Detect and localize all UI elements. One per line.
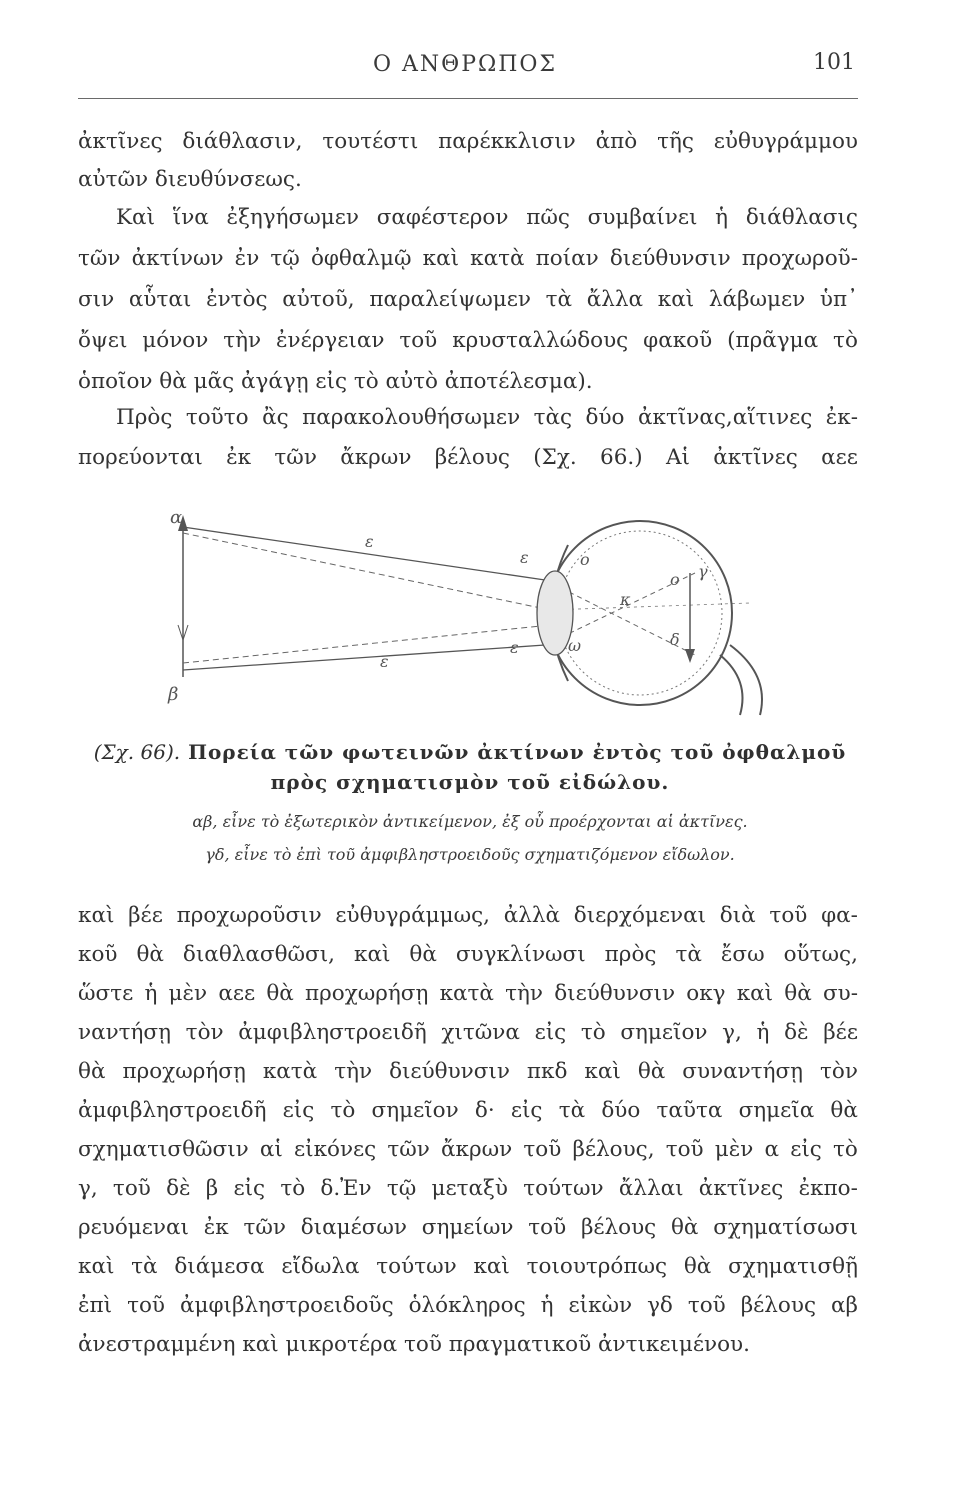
word: βέε	[823, 1020, 858, 1045]
word: ὄψει	[78, 328, 128, 353]
word: εἰς	[534, 1020, 567, 1045]
word: βέλους	[580, 1215, 657, 1240]
word: μὲν	[714, 1137, 754, 1162]
word: ὑπ᾽	[819, 287, 858, 312]
axis-ray	[550, 603, 750, 610]
text-line	[78, 941, 858, 969]
word: ἀπὸ	[595, 129, 638, 154]
word: ἡ	[540, 1293, 554, 1318]
eyeball-outline	[548, 521, 732, 705]
page-number: 101	[813, 50, 855, 75]
word: καὶ	[736, 981, 774, 1006]
figure-label: ε	[380, 652, 389, 671]
text-line	[78, 444, 858, 472]
word: 66.)	[600, 445, 643, 470]
word: ὀφθαλμῷ	[310, 246, 412, 271]
word: σχηματίσωσι	[713, 1215, 858, 1240]
figure-label: ο	[580, 550, 590, 569]
word: ἀμφιβληστροειδῆ	[78, 1098, 267, 1123]
word: ναντήσῃ	[78, 1020, 171, 1045]
word: τὸ	[833, 328, 858, 353]
figure-label: ε	[520, 548, 529, 567]
word: τῷ	[386, 1176, 417, 1201]
optic-nerve	[730, 645, 762, 715]
word: θὰ	[784, 981, 812, 1006]
text-line	[78, 980, 858, 1008]
word: καὶ	[584, 1059, 621, 1084]
running-title: Ο ΑΝΘΡΩΠΟΣ	[372, 52, 558, 77]
word: οὕτως,	[783, 942, 858, 967]
word: ἐν	[234, 246, 260, 271]
figure-label: γ	[698, 562, 708, 581]
word: συναντήσῃ	[682, 1059, 804, 1084]
word: α	[764, 1137, 780, 1162]
text-line	[78, 204, 858, 232]
word: ὁλόκληρος	[408, 1293, 526, 1318]
word: γ,	[78, 1176, 98, 1201]
figure-label: ε	[510, 638, 519, 657]
word: διὰ	[719, 903, 756, 928]
word: πορεύονται	[78, 445, 203, 470]
text-line	[78, 1019, 858, 1047]
word: τῶν	[274, 445, 317, 470]
word: τοῦ	[523, 1137, 562, 1162]
word: διαθλασθῶσι,	[182, 942, 335, 967]
word: τὸν	[185, 1020, 224, 1045]
word: εὐθυγράμμως,	[335, 903, 491, 928]
word: καὶ	[354, 942, 391, 967]
word: (πρᾶγμα	[727, 328, 819, 353]
word: πῶς	[526, 205, 570, 230]
word: κατὰ	[470, 246, 525, 271]
word: ἀμφιβληστροειδοῦς	[179, 1293, 394, 1318]
word: οκγ	[686, 981, 726, 1006]
word: εἰκόνες	[294, 1137, 377, 1162]
figure-label: ω	[568, 636, 582, 655]
text-line	[78, 1097, 858, 1125]
header-rule	[78, 98, 858, 99]
word: διάθλασις	[745, 205, 858, 230]
word: τὰς	[533, 405, 573, 430]
word: ἀκτίνων	[131, 246, 224, 271]
word: ἀκτῖνας,αἵτινες	[637, 405, 813, 430]
word: σχηματισθῶσιν	[78, 1137, 249, 1162]
word: τὴν	[505, 981, 544, 1006]
word: γδ	[647, 1293, 673, 1318]
word: φα-	[821, 903, 858, 928]
word: προχωροῦσιν	[176, 903, 322, 928]
word: χιτῶνα	[441, 1020, 520, 1045]
word: ἐπὶ	[78, 1293, 113, 1318]
word: ἡ	[715, 205, 729, 230]
word: βέε	[128, 903, 163, 928]
word: βέλους,	[572, 1137, 655, 1162]
figure-caption-title	[80, 740, 860, 764]
word: τοῦ	[687, 1293, 726, 1318]
word: ἐντὸς	[206, 287, 268, 312]
word: ἐκπο-	[798, 1176, 858, 1201]
word: τουτέστι	[322, 129, 419, 154]
word: σημείων	[421, 1215, 514, 1240]
word: αεε	[821, 445, 858, 470]
word: τὴν	[334, 1059, 373, 1084]
word: τοῦ	[112, 1176, 151, 1201]
word: αὐτοῦ,	[282, 287, 355, 312]
word: Αἱ	[665, 445, 690, 470]
word: εἰκὼν	[568, 1293, 633, 1318]
word: ἂς	[262, 405, 289, 430]
word: τὸ	[280, 1176, 306, 1201]
word: δύο	[601, 1098, 641, 1123]
word: ρευόμεναι	[78, 1215, 189, 1240]
word: βέλους	[740, 1293, 816, 1318]
word: παρακολουθήσωμεν	[302, 405, 521, 430]
word: ἀμφιβληστροειδῆ	[238, 1020, 427, 1045]
word: ἄλλα	[586, 287, 644, 312]
figure-legend-line: γδ, εἶνε τὸ ἐπὶ τοῦ ἀμφιβληστροειδοῦς σχηματιζόμενον εἴδωλον.	[205, 845, 735, 864]
word: τὰ	[131, 1254, 158, 1279]
word: θὰ	[683, 1254, 712, 1279]
word: σαφέστερον	[376, 205, 509, 230]
word: αβ	[830, 1293, 858, 1318]
word: τῶν	[78, 246, 121, 271]
word: ἡ	[756, 1020, 770, 1045]
eye-ray-diagram	[150, 505, 830, 720]
word: ἔσω	[720, 942, 765, 967]
word: εἴδωλα	[281, 1254, 360, 1279]
word: μὲν	[168, 981, 208, 1006]
word: ἄκρων	[340, 445, 412, 470]
word: (Σχ.	[533, 445, 577, 470]
figure-label: δ	[670, 630, 680, 649]
word: ἀκτῖνες	[698, 1176, 784, 1201]
text-line	[78, 128, 858, 156]
figure-caption-label: (Σχ. 66).	[93, 740, 181, 764]
word: καὶ	[422, 246, 460, 271]
word: θὰ	[670, 1215, 699, 1240]
word: σιν	[78, 287, 115, 312]
word: προχωρήσῃ	[122, 1059, 246, 1084]
word: θὰ	[830, 1098, 858, 1123]
word: τούτων	[376, 1254, 457, 1279]
word: τὸν	[820, 1059, 858, 1084]
word: κατὰ	[262, 1059, 318, 1084]
word: τοῦ	[528, 1215, 567, 1240]
word: μεταξὺ	[431, 1176, 508, 1201]
word: λάβωμεν	[708, 287, 806, 312]
word: ἐξηγήσωμεν	[226, 205, 359, 230]
word: τὴν	[223, 328, 262, 353]
word: συμβαίνει	[587, 205, 698, 230]
figure-caption-line2: πρὸς σχηματισμὸν τοῦ εἰδώλου.	[270, 770, 670, 794]
word: διερχόμεναι	[573, 903, 707, 928]
word: δὲ	[784, 1020, 809, 1045]
word: τῶν	[243, 1215, 286, 1240]
text-line	[78, 1136, 858, 1164]
word: ἐνέργειαν	[276, 328, 385, 353]
word: εὐθυγράμμου	[713, 129, 858, 154]
word: τὸ	[330, 1098, 356, 1123]
word: διαμέσων	[300, 1215, 408, 1240]
word: σημεῖον	[620, 1020, 708, 1045]
word: ἡ	[144, 981, 158, 1006]
text-line	[78, 245, 858, 273]
word: διάθλασιν,	[182, 129, 303, 154]
word: ἵνα	[172, 205, 209, 230]
word: συ-	[822, 981, 858, 1006]
word: αεε	[218, 981, 256, 1006]
word: βέλους	[434, 445, 510, 470]
word: κατὰ	[439, 981, 494, 1006]
figure-label: β	[168, 684, 179, 705]
word: εἰς	[233, 1176, 266, 1201]
word: αἱ	[259, 1137, 283, 1162]
retinal-image-arrow-head	[685, 649, 695, 663]
figure-label: ε	[365, 532, 374, 551]
word: σχηματισθῇ	[728, 1254, 858, 1279]
word: σημεῖα	[738, 1098, 815, 1123]
word: ἐκ	[226, 445, 252, 470]
word: ὥστε	[78, 981, 134, 1006]
word: καὶ	[473, 1254, 510, 1279]
word: δ.Ἐν	[320, 1176, 372, 1201]
word: διεύθυνσιν	[609, 246, 731, 271]
text-line	[78, 1214, 858, 1242]
figure-label: κ	[620, 590, 631, 609]
word: ἄλλαι	[618, 1176, 684, 1201]
text-line: αὐτῶν διευθύνσεως.	[78, 167, 302, 192]
word: τοῦ	[127, 1293, 165, 1318]
word: β	[205, 1176, 219, 1201]
word: ἀκτῖνες	[78, 129, 163, 154]
word: τοῦ	[769, 903, 808, 928]
word: τοιουτρόπως	[526, 1254, 668, 1279]
ray-upper-solid	[183, 527, 545, 580]
word: ἐκ	[203, 1215, 229, 1240]
text-line	[78, 1253, 858, 1281]
word: παρέκκλισιν	[438, 129, 576, 154]
word: καὶ	[657, 287, 695, 312]
word: τούτων	[523, 1176, 604, 1201]
word: δύο	[585, 405, 625, 430]
word: διάμεσα	[174, 1254, 265, 1279]
figure-caption-line1: Πορεία τῶν φωτεινῶν ἀκτίνων ἐντὸς τοῦ ὀφθαλμοῦ	[188, 740, 847, 764]
text-line	[78, 1058, 858, 1086]
word: τὰ	[558, 1098, 586, 1123]
word: Καὶ	[116, 205, 156, 230]
word: ἐκ-	[825, 405, 858, 430]
word: σημεῖον	[371, 1098, 459, 1123]
figure-legend-line: αβ, εἶνε τὸ ἐξωτερικὸν ἀντικείμενον, ἐξ οὗ προέρχονται αἱ ἀκτῖνες.	[192, 812, 748, 831]
text-line	[78, 286, 858, 314]
word: θὰ	[409, 942, 437, 967]
word: δὲ	[166, 1176, 191, 1201]
word: φακοῦ	[643, 328, 713, 353]
word: κοῦ	[78, 942, 118, 967]
word: πρὸς	[604, 942, 657, 967]
word: καὶ	[78, 903, 115, 928]
word: ἀκτῖνες	[713, 445, 798, 470]
figure-label: α	[170, 507, 183, 528]
word: τῶν	[387, 1137, 430, 1162]
word: προχωρήσῃ	[305, 981, 429, 1006]
word: εἰς	[510, 1098, 543, 1123]
optic-nerve	[720, 655, 743, 715]
word: ταῦτα	[656, 1098, 723, 1123]
word: τὰ	[545, 287, 573, 312]
word: προχωροῦ-	[741, 246, 858, 271]
word: γ,	[722, 1020, 742, 1045]
text-line: ὁποῖον θὰ μᾶς ἀγάγῃ εἰς τὸ αὐτὸ ἀποτέλεσμα).	[78, 369, 593, 394]
word: θὰ	[637, 1059, 666, 1084]
text-line	[78, 1292, 858, 1320]
word: ποίαν	[535, 246, 599, 271]
word: παραλείψωμεν	[369, 287, 531, 312]
text-line	[78, 1175, 858, 1203]
word: εἰς	[790, 1137, 822, 1162]
word: τοῦ	[399, 328, 438, 353]
word: Πρὸς	[116, 405, 173, 430]
text-line	[78, 902, 858, 930]
word: ἄκρων	[441, 1137, 513, 1162]
word: θὰ	[136, 942, 164, 967]
word: θὰ	[266, 981, 294, 1006]
word: συγκλίνωσι	[455, 942, 586, 967]
word: διεύθυνσιν	[389, 1059, 510, 1084]
word: τὸ	[580, 1020, 606, 1045]
text-line: ἀνεστραμμένη καὶ μικροτέρα τοῦ πραγματικοῦ ἀντικειμένου.	[78, 1332, 750, 1357]
text-line	[78, 404, 858, 432]
word: μόνον	[142, 328, 209, 353]
word: αὗται	[128, 287, 192, 312]
word: τοῦτο	[185, 405, 249, 430]
word: εἰς	[282, 1098, 315, 1123]
text-line	[78, 327, 858, 355]
word: ἀλλὰ	[503, 903, 561, 928]
word: τῆς	[657, 129, 694, 154]
figure-label: ο	[670, 570, 680, 589]
word: θὰ	[78, 1059, 106, 1084]
word: τὰ	[675, 942, 702, 967]
word: καὶ	[78, 1254, 115, 1279]
word: κρυσταλλώδους	[452, 328, 629, 353]
word: τοῦ	[665, 1137, 704, 1162]
word: διεύθυνσιν	[554, 981, 676, 1006]
word: δ·	[474, 1098, 495, 1123]
word: πκδ	[526, 1059, 568, 1084]
word: τῷ	[270, 246, 300, 271]
word: τὸ	[833, 1137, 858, 1162]
